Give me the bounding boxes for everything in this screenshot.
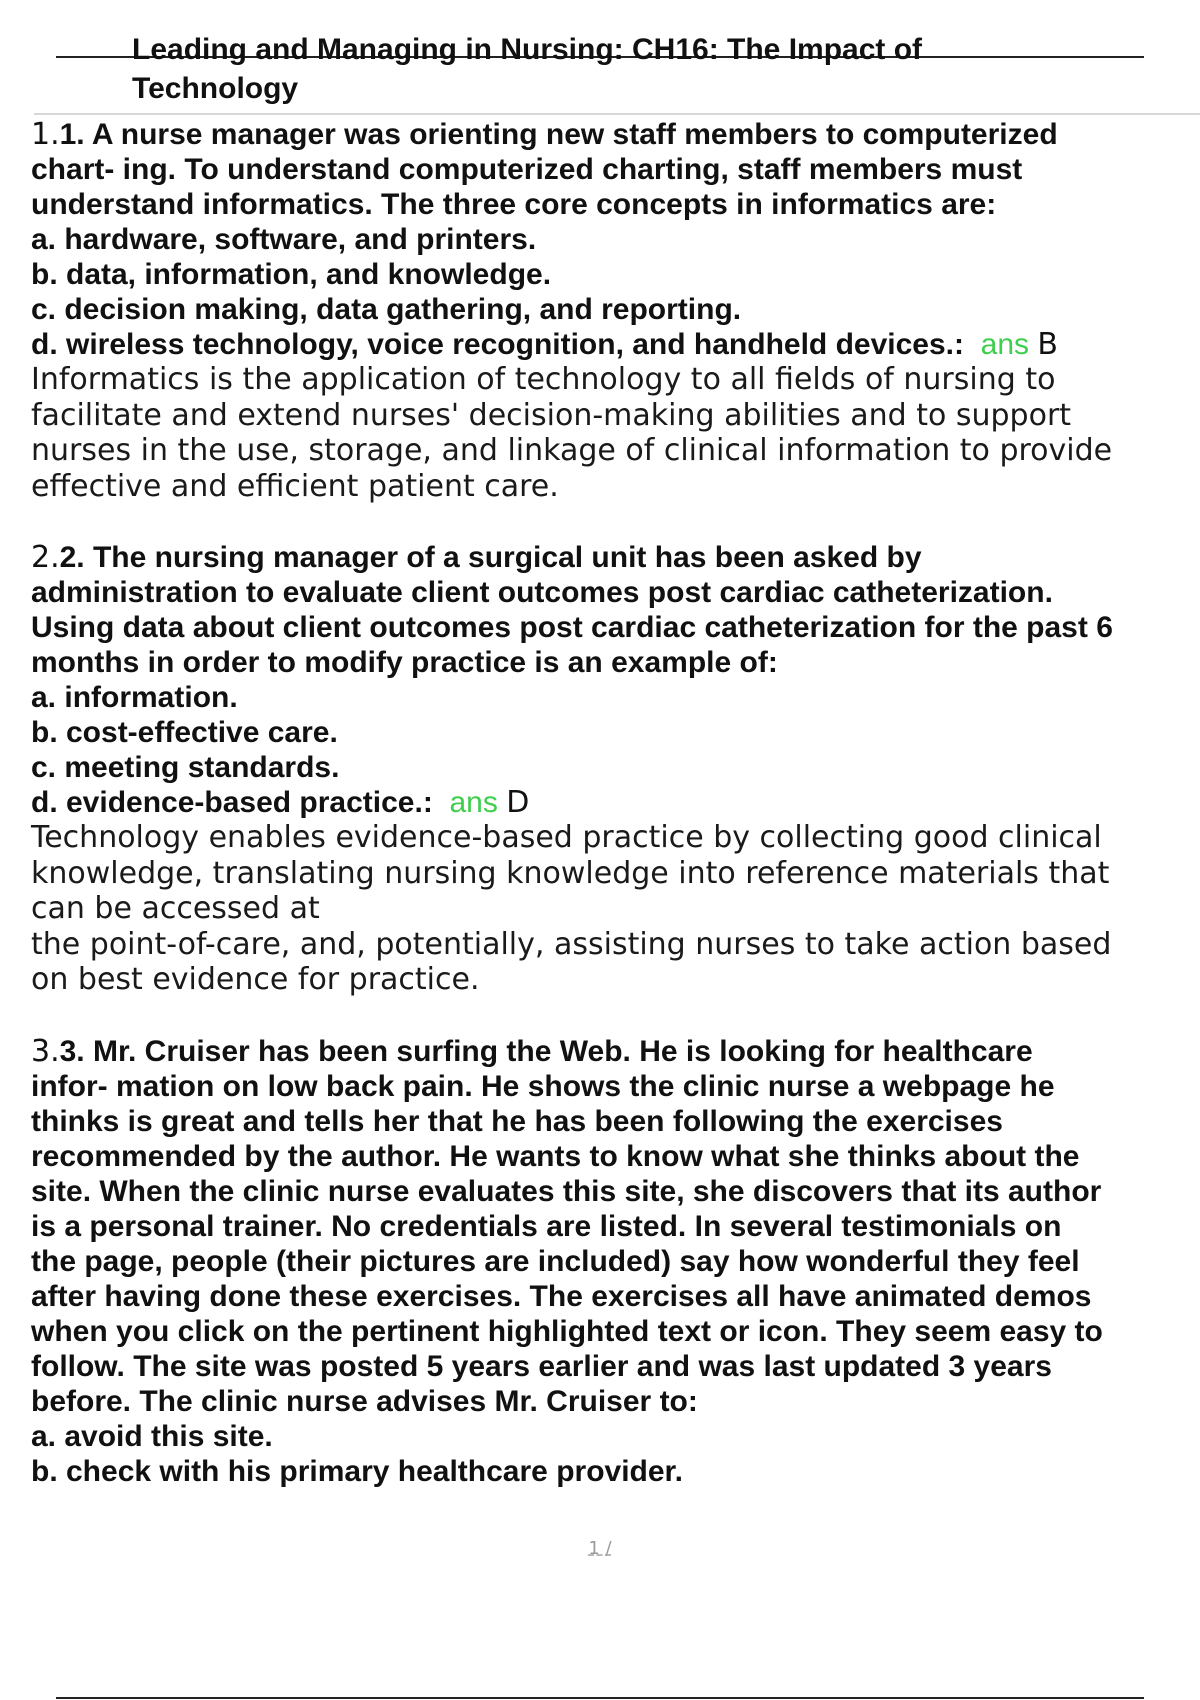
question-number: 2. bbox=[31, 540, 60, 575]
answer-label: ans bbox=[449, 786, 498, 819]
question-3 bbox=[31, 1034, 1191, 1489]
question-stem-line: infor- mation on low back pain. He shows the clinic nurse a webpage he bbox=[31, 1069, 1055, 1103]
answer-letter: B bbox=[1037, 327, 1058, 362]
explanation-line: facilitate and extend nurses' decision-making abilities and to support bbox=[31, 397, 1072, 433]
answer-option: a. hardware, software, and printers. bbox=[31, 223, 537, 256]
question-stem-line: months in order to modify practice is an example of: bbox=[31, 646, 778, 679]
document-title bbox=[132, 30, 1132, 108]
question-number: 1. bbox=[31, 117, 60, 152]
answer-option: a. information. bbox=[31, 681, 238, 714]
question-2 bbox=[31, 540, 1191, 998]
question-stem-line: when you click on the pertinent highlighted text or icon. They seem easy to bbox=[31, 1314, 1103, 1348]
question-stem-line: chart- ing. To understand computerized charting, staff members must bbox=[31, 153, 1023, 186]
explanation-line: effective and efficient patient care. bbox=[31, 468, 559, 504]
page-number: 1 / bbox=[588, 1538, 612, 1559]
question-number: 3. bbox=[31, 1033, 60, 1069]
question-stem-line: the page, people (their pictures are included) say how wonderful they feel bbox=[31, 1244, 1080, 1278]
explanation-line: on best evidence for practice. bbox=[31, 962, 480, 997]
explanation-line: knowledge, translating nursing knowledge into reference materials that bbox=[31, 855, 1110, 891]
answer-letter: D bbox=[506, 785, 530, 820]
question-stem-line: recommended by the author. He wants to know what she thinks about the bbox=[31, 1139, 1080, 1173]
question-stem-line: 3.3. Mr. Cruiser has been surfing the Web. He is looking for healthcare bbox=[31, 1033, 1033, 1069]
answer-option: a. avoid this site. bbox=[31, 1419, 273, 1453]
answer-label: ans bbox=[980, 328, 1030, 361]
explanation-line: the point-of-care, and, potentially, assisting nurses to take action based bbox=[31, 926, 1112, 962]
question-list bbox=[31, 117, 1191, 1525]
answer-option: c. decision making, data gathering, and reporting. bbox=[31, 293, 742, 326]
question-stem-line: thinks is great and tells her that he has been following the exercises bbox=[31, 1104, 1003, 1138]
answer-option: b. cost-effective care. bbox=[31, 716, 338, 749]
question-stem-line: is a personal trainer. No credentials are listed. In several testimonials on bbox=[31, 1209, 1062, 1243]
question-stem-line: 1.1. A nurse manager was orienting new staff members to computerized bbox=[31, 117, 1058, 152]
explanation-line: nurses in the use, storage, and linkage of clinical information to provide bbox=[31, 433, 1113, 468]
question-stem-line: site. When the clinic nurse evaluates this site, she discovers that its author bbox=[31, 1174, 1102, 1208]
footer-rule bbox=[56, 1697, 1144, 1699]
title-line-2: Technology bbox=[132, 72, 299, 105]
answer-option: d. evidence-based practice.: ans D bbox=[31, 785, 530, 820]
answer-option: d. wireless technology, voice recognition, and handheld devices.: ans B bbox=[31, 327, 1058, 362]
question-stem-line: follow. The site was posted 5 years earlier and was last updated 3 years bbox=[31, 1349, 1052, 1383]
explanation-line: can be accessed at bbox=[31, 891, 320, 926]
question-stem-line: after having done these exercises. The exercises all have animated demos bbox=[31, 1279, 1092, 1313]
answer-option: c. meeting standards. bbox=[31, 751, 340, 784]
explanation-line: Informatics is the application of technology to all fields of nursing to bbox=[31, 362, 1056, 397]
title-divider bbox=[34, 113, 1200, 115]
question-stem-line: before. The clinic nurse advises Mr. Cruiser to: bbox=[31, 1384, 698, 1418]
question-stem-line: 2.2. The nursing manager of a surgical unit has been asked by bbox=[31, 540, 922, 575]
explanation-line: Technology enables evidence-based practice by collecting good clinical bbox=[31, 820, 1102, 855]
title-line-1: Leading and Managing in Nursing: CH16: The Impact of bbox=[132, 33, 923, 66]
question-stem-line: Using data about client outcomes post cardiac catheterization for the past 6 bbox=[31, 611, 1113, 644]
question-stem-line: understand informatics. The three core concepts in informatics are: bbox=[31, 188, 997, 221]
question-stem-line: administration to evaluate client outcomes post cardiac catheterization. bbox=[31, 576, 1053, 609]
question-1 bbox=[31, 117, 1191, 504]
answer-option: b. check with his primary healthcare provider. bbox=[31, 1454, 683, 1488]
answer-option: b. data, information, and knowledge. bbox=[31, 258, 552, 291]
